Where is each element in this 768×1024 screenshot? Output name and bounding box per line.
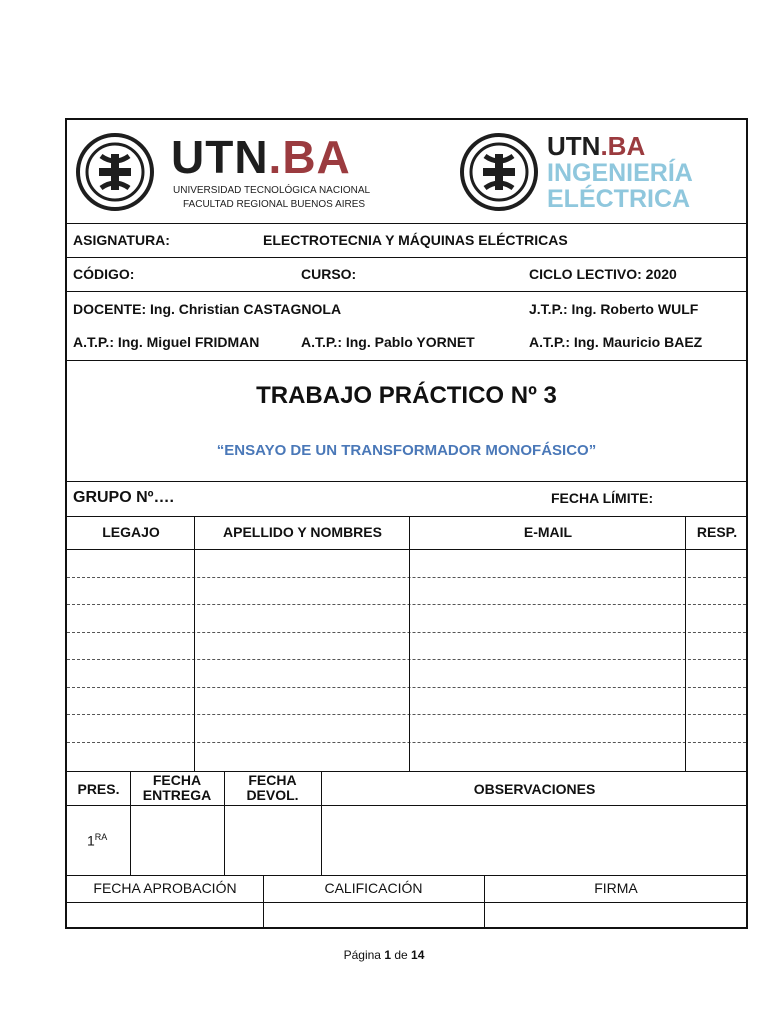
pres-first — [87, 832, 107, 849]
divider — [194, 516, 195, 771]
header-observaciones: OBSERVACIONES — [473, 781, 596, 797]
right-logo-wordmark: UTN.BA — [547, 131, 646, 161]
utn-logo-left — [75, 130, 375, 214]
header-calificacion: CALIFICACIÓN — [324, 880, 423, 896]
left-logo-wordmark: UTN.BA — [171, 131, 351, 183]
table-row[interactable] — [67, 632, 746, 633]
page-word: Página — [343, 948, 381, 962]
divider — [67, 516, 746, 517]
table-row[interactable] — [67, 714, 746, 715]
atp-1: A.T.P.: Ing. Miguel FRIDMAN — [73, 334, 260, 350]
divider — [130, 771, 131, 875]
header-firma: FIRMA — [594, 880, 638, 896]
codigo-label: CÓDIGO: — [73, 266, 135, 282]
form-frame — [65, 118, 748, 929]
header-apellido: APELLIDO Y NOMBRES — [223, 524, 382, 540]
atp-3: A.T.P.: Ing. Mauricio BAEZ — [529, 334, 703, 350]
page-subtitle: “ENSAYO DE UN TRANSFORMADOR MONOFÁSICO” — [216, 442, 597, 459]
table-row[interactable] — [67, 742, 746, 743]
right-logo-line2: ELÉCTRICA — [547, 185, 691, 213]
page-footer — [0, 948, 768, 962]
table-row[interactable] — [67, 687, 746, 688]
right-logo-line1: INGENIERÍA — [547, 159, 693, 187]
atp-2: A.T.P.: Ing. Pablo YORNET — [301, 334, 475, 350]
divider — [67, 902, 746, 903]
divider — [67, 223, 746, 224]
left-logo-line2: FACULTAD REGIONAL BUENOS AIRES — [183, 199, 366, 210]
utn-emblem-icon — [459, 130, 539, 214]
divider — [67, 360, 746, 361]
pres-ordinal: RA — [94, 832, 108, 842]
divider — [67, 481, 746, 482]
asignatura-label: ASIGNATURA: — [73, 232, 170, 248]
fecha-limite-label: FECHA LÍMITE: — [551, 490, 654, 506]
asignatura-value: ELECTROTECNIA Y MÁQUINAS ELÉCTRICAS — [263, 232, 568, 248]
divider — [263, 875, 264, 929]
header-pres: PRES. — [77, 781, 120, 797]
page-number: 1 — [384, 948, 391, 962]
grupo-label: GRUPO Nº…. — [73, 489, 174, 506]
header-fecha-entrega: FECHA ENTREGA — [142, 772, 212, 803]
table-row[interactable] — [67, 604, 746, 605]
header-fecha-aprobacion: FECHA APROBACIÓN — [93, 880, 237, 896]
header-resp: RESP. — [696, 524, 738, 540]
header-legajo: LEGAJO — [102, 524, 160, 540]
table-row[interactable] — [67, 577, 746, 578]
jtp: J.T.P.: Ing. Roberto WULF — [529, 301, 699, 317]
page-total: 14 — [411, 948, 425, 962]
header-email: E-MAIL — [523, 524, 573, 540]
page-title: TRABAJO PRÁCTICO Nº 3 — [256, 382, 557, 409]
divider — [685, 516, 686, 771]
ciclo-label: CICLO LECTIVO: 2020 — [529, 266, 677, 282]
divider — [224, 771, 225, 875]
curso-label: CURSO: — [301, 266, 357, 282]
divider — [67, 549, 746, 550]
divider — [67, 805, 746, 806]
left-logo-line1: UNIVERSIDAD TECNOLÓGICA NACIONAL — [173, 185, 371, 196]
divider — [67, 875, 746, 876]
divider — [67, 291, 746, 292]
divider — [484, 875, 485, 929]
of-word: de — [394, 948, 408, 962]
divider — [409, 516, 410, 771]
divider — [321, 771, 322, 875]
docente: DOCENTE: Ing. Christian CASTAGNOLA — [73, 301, 342, 317]
header-fecha-devol: FECHA DEVOL. — [246, 772, 299, 803]
utn-logo-right — [459, 130, 719, 214]
pres-number: 1 — [87, 832, 95, 849]
table-row[interactable] — [67, 659, 746, 660]
divider — [67, 257, 746, 258]
